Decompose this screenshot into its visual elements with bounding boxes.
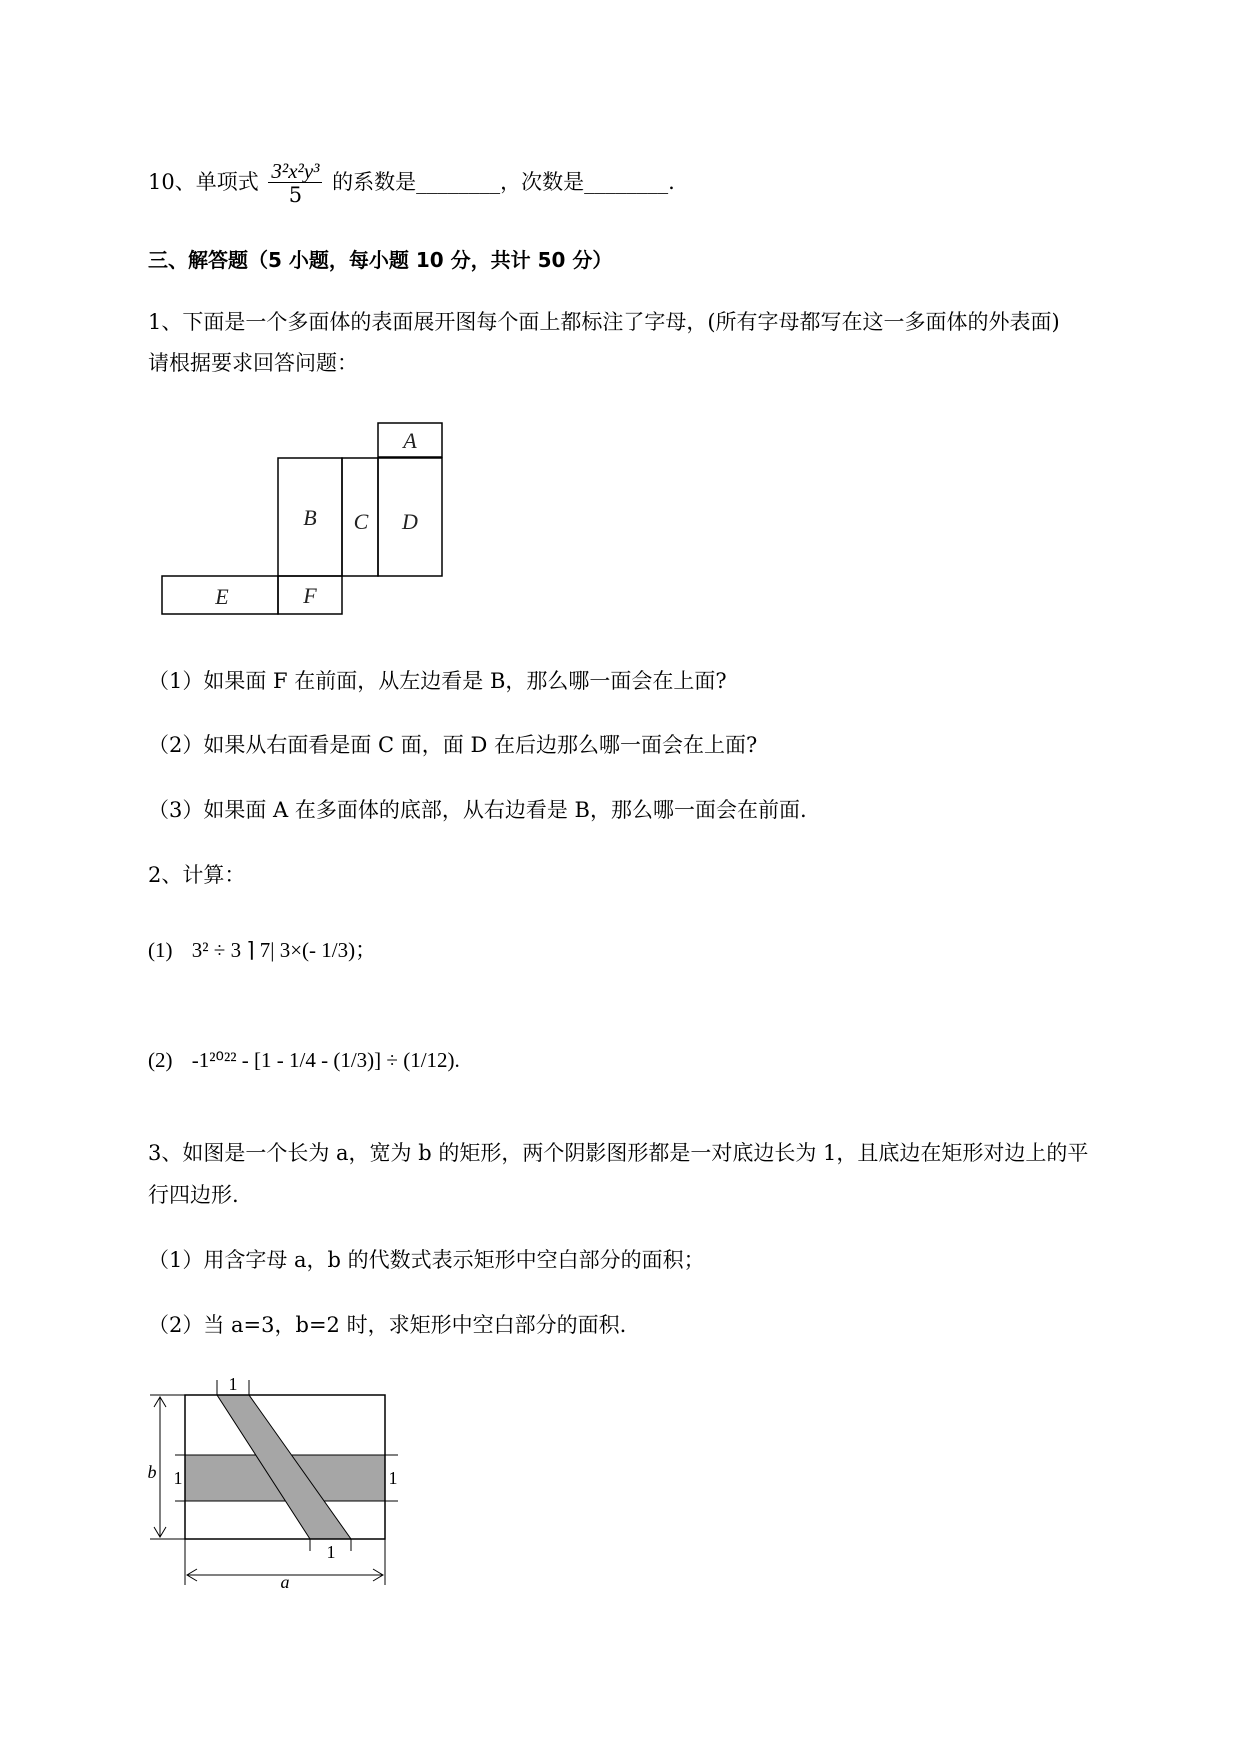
- p1-sub3: （3）如果面 A 在多面体的底部，从右边看是 B，那么哪一面会在前面.: [148, 798, 807, 822]
- net-label-f: F: [303, 583, 317, 608]
- p2-sub2-expression: -1²⁰²² - [1 - 1/4 - (1/3)] ÷ (1/12).: [191, 1048, 460, 1072]
- p2-sub2-label: (2): [148, 1048, 173, 1072]
- rectangle-parallelogram-figure: [140, 1375, 430, 1590]
- p1-sub2: （2）如果从右面看是面 C 面，面 D 在后边那么哪一面会在上面?: [148, 733, 758, 757]
- p1-text-line1: 1、下面是一个多面体的表面展开图每个面上都标注了字母，(所有字母都写在这一多面体的外表面): [148, 310, 1060, 334]
- fig-label-b: b: [147, 1462, 157, 1482]
- fig-label-left-1: 1: [173, 1468, 183, 1488]
- net-label-c: C: [353, 509, 369, 534]
- polyhedron-net-figure: [150, 415, 460, 625]
- net-label-b: B: [303, 505, 317, 530]
- fig-label-a: a: [280, 1572, 290, 1590]
- q10-prefix: 10、单项式: [148, 170, 259, 194]
- net-label-e: E: [215, 584, 229, 609]
- p3-text-line2: 行四边形.: [148, 1183, 239, 1207]
- fig-label-right-1: 1: [388, 1468, 398, 1488]
- p2-sub1-expression: 3² ÷ 3 ⌉ 7| 3×(- 1/3)；: [191, 938, 377, 962]
- q10-line: [148, 160, 675, 207]
- p2-title: 2、计算：: [148, 863, 246, 887]
- p2-sub1: [148, 935, 376, 965]
- fig-label-top-1: 1: [228, 1375, 238, 1394]
- p3-sub2: （2）当 a=3，b=2 时，求矩形中空白部分的面积.: [148, 1313, 627, 1337]
- p2-sub2: [148, 1045, 460, 1075]
- section3-title: 三、解答题（5 小题，每小题 10 分，共计 50 分）: [148, 248, 613, 272]
- q10-middle: 的系数是________，次数是________.: [332, 170, 675, 194]
- q10-fraction: [268, 160, 322, 207]
- net-label-a: A: [403, 428, 417, 453]
- p1-text-line2: 请根据要求回答问题：: [148, 351, 358, 375]
- q10-frac-denominator: 5: [288, 183, 303, 207]
- q10-frac-numerator: 3²x²y³: [268, 160, 322, 183]
- p3-text-line1: 3、如图是一个长为 a，宽为 b 的矩形，两个阴影图形都是一对底边长为 1，且底边在矩形对边上的平: [148, 1141, 1089, 1165]
- p2-sub1-label: (1): [148, 938, 173, 962]
- p1-sub1: （1）如果面 F 在前面，从左边看是 B，那么哪一面会在上面?: [148, 669, 727, 693]
- p3-sub1: （1）用含字母 a，b 的代数式表示矩形中空白部分的面积；: [148, 1248, 705, 1272]
- fig-label-bottom-1: 1: [326, 1542, 336, 1562]
- net-label-d: D: [402, 509, 418, 534]
